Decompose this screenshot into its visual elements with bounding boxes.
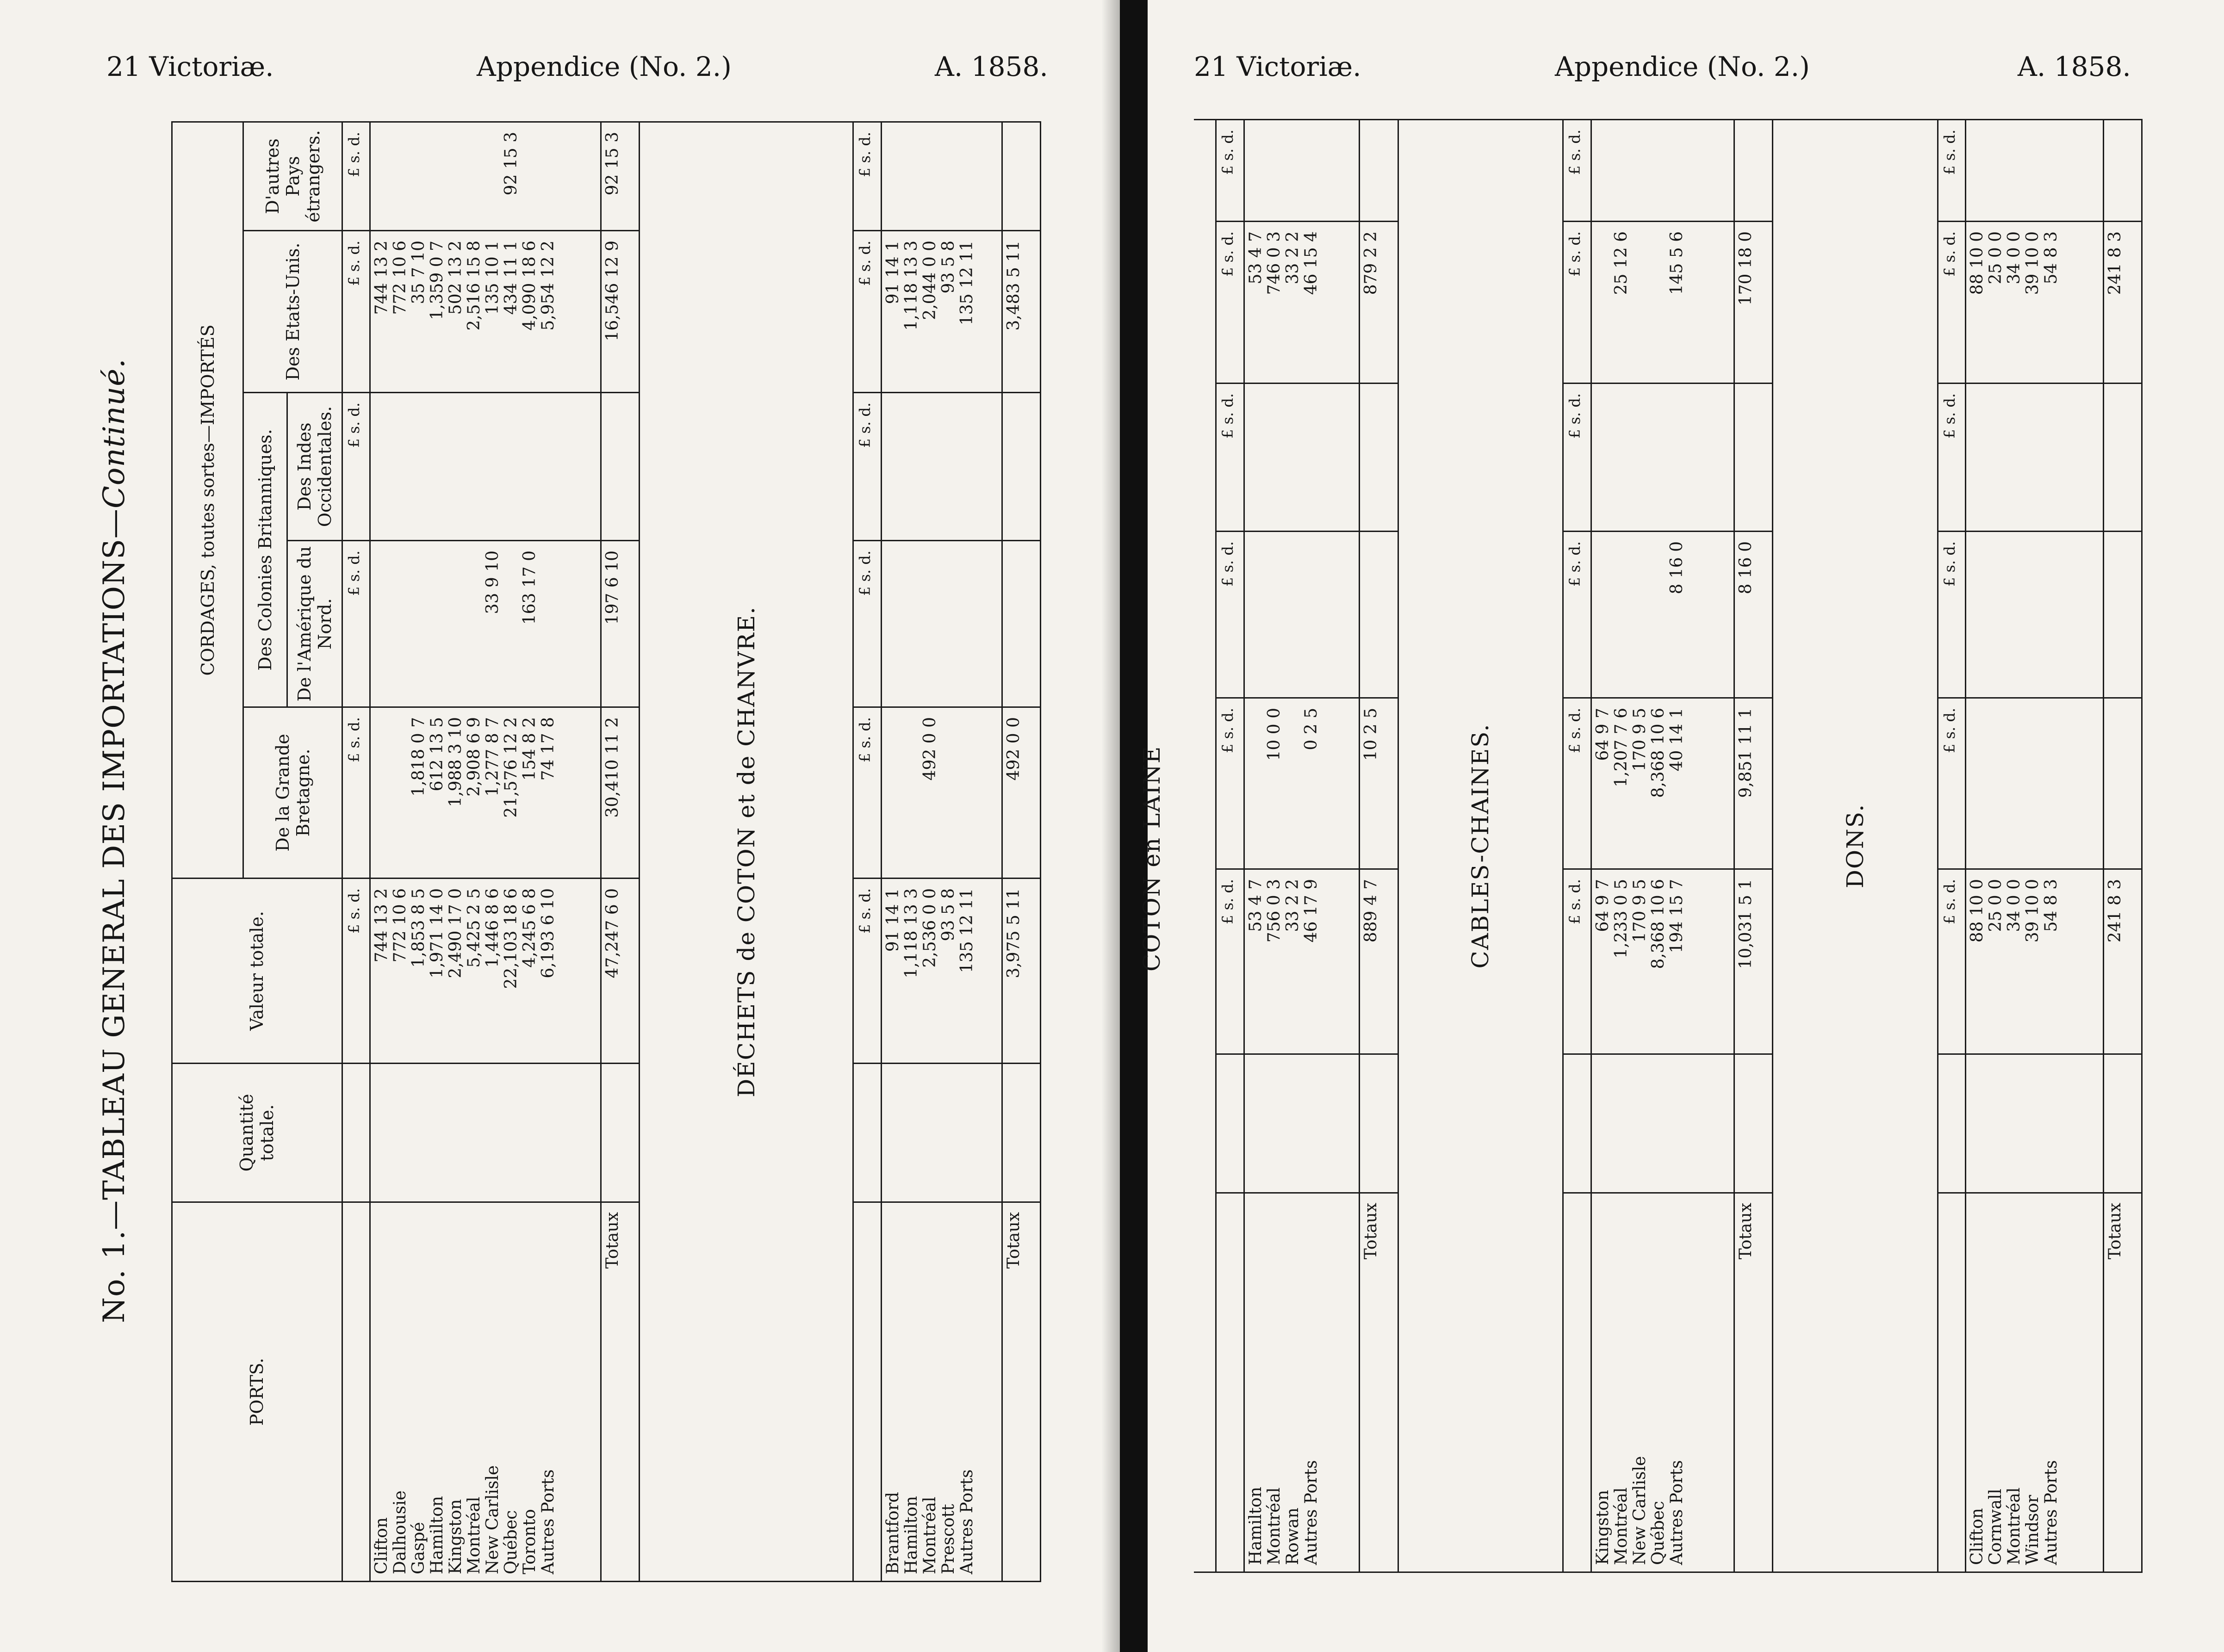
lsd-label: £ s. d. (1216, 532, 1244, 698)
table-title-main: No. 1.—TABLEAU GENERAL DES IMPORTATIONS— (97, 508, 131, 1323)
total-amerique-nord (1002, 541, 1040, 707)
lsd-label: £ s. d. (1938, 120, 1966, 222)
etats-unis-values: 53 4 7 746 0 3 33 2 2 46 15 4 (1244, 222, 1360, 384)
total-amerique-nord: 197 6 10 (601, 541, 639, 707)
col-indes-occ: Des Indes Occidentales. (287, 393, 342, 541)
etats-unis-values: 88 10 0 25 0 0 34 0 0 39 10 0 54 8 3 (1966, 222, 2103, 384)
right-header-year: A. 1858. (2018, 51, 2131, 82)
section-title: COTON en LAINE (1138, 745, 1165, 971)
lsd-label: £ s. d. (1938, 532, 1966, 698)
left-table-rotated (171, 123, 1041, 1582)
ports-list: Brantford Hamilton Montréal Prescott Autres Ports (881, 1202, 1002, 1582)
autres-pays-values (1244, 120, 1360, 222)
col-autres-pays: D'autres Pays étrangers. (243, 122, 342, 230)
lsd-label: £ s. d. (1216, 120, 1244, 222)
total-valeur: 47,247 6 0 (601, 879, 639, 1064)
total-amerique-nord: 8 16 0 (1734, 532, 1772, 698)
left-header-appendix: Appendice (No. 2.) (477, 51, 732, 82)
grande-bretagne-values: 10 0 0 0 2 5 (1244, 698, 1360, 869)
lsd-label: £ s. d. (1563, 869, 1591, 1054)
table-row (1244, 120, 1360, 1572)
grande-bretagne-values: 1,818 0 7 612 13 5 1,988 3 10 2,908 6 9 1,277 8 7 21,576 12 2 154 8 2 74 17 8 (370, 707, 601, 879)
etats-unis-values: 744 13 2 772 10 6 35 7 10 1,359 0 7 502 13 2 2,516 15 8 135 10 1 434 11 1 4,090 18 6 5,954 12 2 (370, 231, 601, 393)
col-colonies: Des Colonies Britanniques. (243, 393, 287, 707)
totals-label: Totaux (2103, 1193, 2142, 1572)
col-ports: PORTS. (172, 1202, 342, 1582)
section-title: CABLES-CHAINES. (1398, 120, 1563, 1572)
grande-bretagne-values: 64 9 7 1,207 7 6 170 9 5 8,368 10 6 40 14 1 (1591, 698, 1734, 869)
right-header-session: 21 Victoriæ. (1194, 51, 1361, 82)
lsd-label: £ s. d. (853, 122, 882, 230)
table-row (881, 122, 1002, 1581)
lsd-label: £ s. d. (342, 122, 370, 230)
indes-occ-values (881, 393, 1002, 541)
lsd-label: £ s. d. (1938, 222, 1966, 384)
valeur-values: 53 4 7 756 0 3 33 2 2 46 17 9 (1244, 869, 1360, 1054)
totals-label: Totaux (1360, 1193, 1398, 1572)
section-title: DÉCHETS de COTON et de CHANVRE. (639, 122, 853, 1581)
total-autres-pays (2103, 120, 2142, 222)
lsd-label: £ s. d. (853, 231, 882, 393)
indes-occ-values (370, 393, 601, 541)
lsd-label: £ s. d. (1563, 120, 1591, 222)
left-header-year: A. 1858. (935, 51, 1048, 82)
lsd-label: £ s. d. (342, 541, 370, 707)
right-page (1138, 0, 2224, 1652)
amerique-nord-values (1966, 532, 2103, 698)
total-grande-bretagne: 9,851 11 1 (1734, 698, 1772, 869)
total-amerique-nord (2103, 532, 2142, 698)
total-valeur: 241 8 3 (2103, 869, 2142, 1054)
total-etats-unis: 241 8 3 (2103, 222, 2142, 384)
amerique-nord-values (1244, 532, 1360, 698)
ports-list: Hamilton Montréal Rowan Autres Ports (1244, 1193, 1360, 1572)
lsd-label: £ s. d. (342, 393, 370, 541)
totals-row (1002, 122, 1040, 1581)
total-autres-pays (1360, 120, 1398, 222)
ports-list: Clifton Cornwall Montréal Windsor Autres Ports (1966, 1193, 2103, 1572)
total-grande-bretagne (2103, 698, 2142, 869)
table-title (97, 359, 131, 1324)
total-autres-pays: 92 15 3 (601, 122, 639, 230)
lsd-label: £ s. d. (1563, 698, 1591, 869)
total-valeur: 10,031 5 1 (1734, 869, 1772, 1054)
totals-label: Totaux (1734, 1193, 1772, 1572)
etats-unis-values: 91 14 1 1,118 13 3 2,044 0 0 93 5 8 135 12 11 (881, 231, 1002, 393)
total-etats-unis: 170 18 0 (1734, 222, 1772, 384)
total-indes-occ (601, 393, 639, 541)
lsd-label: £ s. d. (1938, 869, 1966, 1054)
table-row (1966, 120, 2103, 1572)
lsd-label: £ s. d. (342, 231, 370, 393)
indes-occ-values (1591, 384, 1734, 532)
total-etats-unis: 879 2 2 (1360, 222, 1398, 384)
amerique-nord-values: 8 16 0 (1591, 532, 1734, 698)
col-group-cordages: CORDAGES, toutes sortes—IMPORTÉS (172, 122, 243, 878)
table-title-continued: Continué. (97, 358, 131, 509)
table-row (1591, 120, 1734, 1572)
grande-bretagne-values: 492 0 0 (881, 707, 1002, 879)
lsd-label: £ s. d. (1563, 384, 1591, 532)
etats-unis-values: 25 12 6 145 5 6 (1591, 222, 1734, 384)
total-autres-pays (1002, 122, 1040, 230)
col-quantite: Quantité totale. (172, 1064, 342, 1202)
lsd-label: £ s. d. (1216, 698, 1244, 869)
lsd-label: £ s. d. (853, 879, 882, 1064)
indes-occ-values (1244, 384, 1360, 532)
indes-occ-values (1966, 384, 2103, 532)
autres-pays-values (881, 122, 1002, 230)
valeur-values: 744 13 2 772 10 6 1,853 8 5 1,971 14 0 2,490 17 0 5,425 2 5 1,446 8 6 22,103 18 6 4,245 6 8 6,193 6 10 (370, 879, 601, 1064)
lsd-label: £ s. d. (1938, 384, 1966, 532)
total-etats-unis: 16,546 12 9 (601, 231, 639, 393)
valeur-values: 88 10 0 25 0 0 34 0 0 39 10 0 54 8 3 (1966, 869, 2103, 1054)
totals-row (1360, 120, 1398, 1572)
left-header-session: 21 Victoriæ. (106, 51, 274, 82)
right-sections-table (1194, 119, 2143, 1573)
amerique-nord-values (881, 541, 1002, 707)
total-etats-unis: 3,483 5 11 (1002, 231, 1040, 393)
total-grande-bretagne: 30,410 11 2 (601, 707, 639, 879)
totals-row (1734, 120, 1772, 1572)
total-amerique-nord (1360, 532, 1398, 698)
autres-pays-values (1966, 120, 2103, 222)
cordages-table (171, 121, 1041, 1582)
total-indes-occ (2103, 384, 2142, 532)
totals-label: Totaux (1002, 1202, 1040, 1582)
grande-bretagne-values (1966, 698, 2103, 869)
lsd-label: £ s. d. (1938, 698, 1966, 869)
col-valeur: Valeur totale. (172, 879, 342, 1064)
total-grande-bretagne: 492 0 0 (1002, 707, 1040, 879)
autres-pays-values (1591, 120, 1734, 222)
lsd-label: £ s. d. (342, 707, 370, 879)
right-header-appendix: Appendice (No. 2.) (1555, 51, 1810, 82)
total-autres-pays (1734, 120, 1772, 222)
spine-shadow (1101, 0, 1120, 1652)
totals-label: Totaux (601, 1202, 639, 1582)
total-indes-occ (1360, 384, 1398, 532)
totals-row (2103, 120, 2142, 1572)
lsd-label: £ s. d. (853, 541, 882, 707)
total-indes-occ (1002, 393, 1040, 541)
ports-list: Clifton Dalhousie Gaspé Hamilton Kingston Montréal New Carlisle Québec Toronto Autres Ports (370, 1202, 601, 1582)
lsd-label: £ s. d. (1563, 222, 1591, 384)
amerique-nord-values: 33 9 10 163 17 0 (370, 541, 601, 707)
col-etats-unis: Des Etats-Unis. (243, 231, 342, 393)
total-grande-bretagne: 10 2 5 (1360, 698, 1398, 869)
totals-row (601, 122, 639, 1581)
total-valeur: 889 4 7 (1360, 869, 1398, 1054)
valeur-values: 91 14 1 1,118 13 3 2,536 0 0 93 5 8 135 12 11 (881, 879, 1002, 1064)
lsd-label: £ s. d. (1216, 384, 1244, 532)
col-amerique-nord: De l'Amérique du Nord. (287, 541, 342, 707)
lsd-label: £ s. d. (1216, 869, 1244, 1054)
lsd-label: £ s. d. (853, 393, 882, 541)
total-valeur: 3,975 5 11 (1002, 879, 1040, 1064)
section-title: DONS. (1773, 120, 1938, 1572)
autres-pays-values: 92 15 3 (370, 122, 601, 230)
lsd-label: £ s. d. (1563, 532, 1591, 698)
lsd-label: £ s. d. (1216, 222, 1244, 384)
total-indes-occ (1734, 384, 1772, 532)
ports-list: Kingston Montréal New Carlisle Québec Autres Ports (1591, 1193, 1734, 1572)
lsd-label: £ s. d. (853, 707, 882, 879)
right-table-rotated (1138, 120, 2143, 1573)
table-row (370, 122, 601, 1581)
valeur-values: 64 9 7 1,233 0 5 170 9 5 8,368 10 6 194 15 7 (1591, 869, 1734, 1054)
lsd-label: £ s. d. (342, 879, 370, 1064)
col-grande-bretagne: De la Grande Bretagne. (243, 707, 342, 879)
